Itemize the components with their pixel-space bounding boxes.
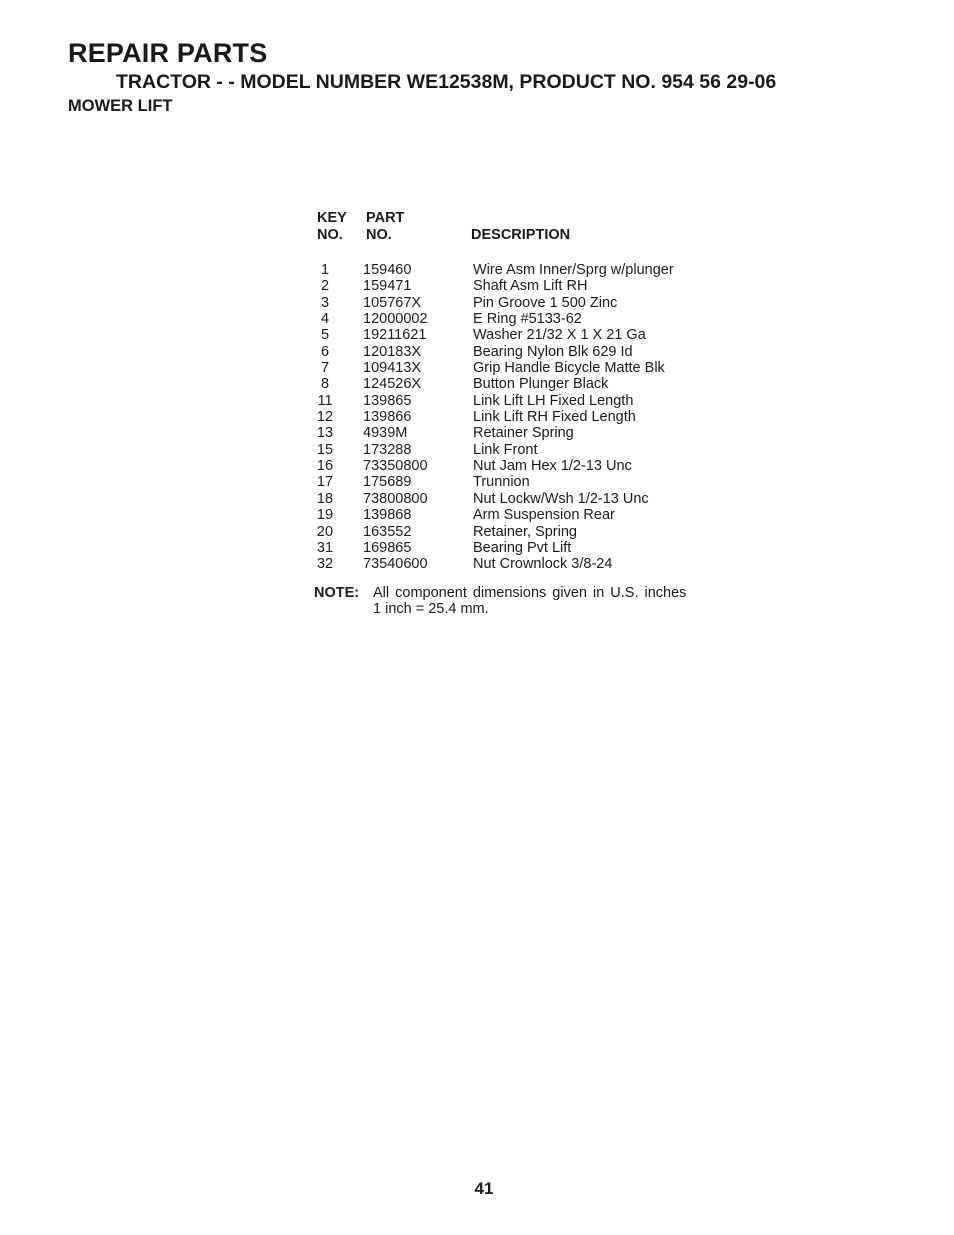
key-number: 6 xyxy=(320,343,330,360)
table-row xyxy=(310,295,730,311)
part-description: Bearing Nylon Blk 629 Id xyxy=(473,343,633,360)
table-row xyxy=(310,344,730,360)
part-description: Washer 21/32 X 1 X 21 Ga xyxy=(473,327,646,344)
key-number: 32 xyxy=(316,556,334,573)
table-row xyxy=(310,474,730,490)
note-line2: 1 inch = 25.4 mm. xyxy=(373,601,489,617)
part-description: Button Plunger Black xyxy=(473,376,609,393)
table-row xyxy=(310,524,730,540)
note xyxy=(314,585,687,617)
key-number: 11 xyxy=(317,392,333,409)
section-title: MOWER LIFT xyxy=(68,97,173,115)
part-description: Arm Suspension Rear xyxy=(473,507,615,524)
part-description: Pin Groove 1 500 Zinc xyxy=(473,294,618,311)
part-number: 73800800 xyxy=(363,490,428,507)
table-row xyxy=(310,409,730,425)
part-header-line1: PART xyxy=(366,210,405,226)
table-row xyxy=(310,327,730,343)
table-row xyxy=(310,393,730,409)
key-number: 8 xyxy=(320,376,330,393)
part-number: 173288 xyxy=(363,441,412,458)
part-number: 169865 xyxy=(363,539,412,556)
part-number: 12000002 xyxy=(363,311,428,328)
table-row xyxy=(310,540,730,556)
table-row xyxy=(310,262,730,278)
key-number: 12 xyxy=(316,409,334,426)
part-description: Nut Lockw/Wsh 1/2-13 Unc xyxy=(473,490,649,507)
key-number: 20 xyxy=(316,523,334,540)
key-header-line2: NO. xyxy=(317,227,343,243)
part-description: Grip Handle Bicycle Matte Blk xyxy=(473,360,665,377)
key-number: 19 xyxy=(316,507,334,524)
part-description: Retainer Spring xyxy=(473,425,574,442)
key-number: 3 xyxy=(320,294,330,311)
part-number: 139866 xyxy=(363,409,412,426)
table-row xyxy=(310,442,730,458)
key-number: 13 xyxy=(316,425,334,442)
parts-list xyxy=(310,262,730,573)
part-number: 159471 xyxy=(363,278,412,295)
key-number: 15 xyxy=(316,441,334,458)
table-row xyxy=(310,278,730,294)
table-row xyxy=(310,360,730,376)
part-number: 4939M xyxy=(363,425,408,442)
part-number: 139865 xyxy=(363,392,412,409)
key-number: 5 xyxy=(320,327,330,344)
part-number: 105767X xyxy=(363,294,422,311)
note-line1: All component dimensions given in U.S. inches xyxy=(373,585,687,601)
part-number: 124526X xyxy=(363,376,422,393)
key-number: 18 xyxy=(316,490,334,507)
part-description: E Ring #5133-62 xyxy=(473,311,582,328)
key-number: 1 xyxy=(320,262,330,278)
part-description: Link Front xyxy=(473,441,538,458)
part-description: Shaft Asm Lift RH xyxy=(473,278,588,295)
key-number: 7 xyxy=(320,360,330,377)
part-number: 159460 xyxy=(363,262,412,278)
part-number: 19211621 xyxy=(363,327,427,344)
part-number: 73350800 xyxy=(363,458,428,475)
part-number: 109413X xyxy=(363,360,422,377)
page-number: 41 xyxy=(474,1179,494,1198)
part-description: Link Lift LH Fixed Length xyxy=(473,392,634,409)
part-description: Trunnion xyxy=(473,474,530,491)
model-subtitle: TRACTOR - - MODEL NUMBER WE12538M, PRODUCT NO. 954 56 29-06 xyxy=(116,71,777,93)
part-description: Bearing Pvt Lift xyxy=(473,539,572,556)
table-row xyxy=(310,425,730,441)
part-description: Nut Crownlock 3/8-24 xyxy=(473,556,613,573)
part-number: 139868 xyxy=(363,507,412,524)
part-description: Link Lift RH Fixed Length xyxy=(473,409,636,426)
table-row xyxy=(310,458,730,474)
table-row xyxy=(310,507,730,523)
page-title: REPAIR PARTS xyxy=(68,38,268,68)
part-number: 175689 xyxy=(363,474,412,491)
key-number: 16 xyxy=(316,458,334,475)
table-row xyxy=(310,311,730,327)
key-header-line1: KEY xyxy=(317,210,347,226)
table-row xyxy=(310,556,730,572)
key-number: 4 xyxy=(320,311,330,328)
table-row xyxy=(310,491,730,507)
key-number: 2 xyxy=(320,278,330,295)
part-description: Nut Jam Hex 1/2-13 Unc xyxy=(473,458,632,475)
part-number: 73540600 xyxy=(363,556,428,573)
part-description: Wire Asm Inner/Sprg w/plunger xyxy=(473,262,674,278)
part-number: 163552 xyxy=(363,523,412,540)
key-number: 31 xyxy=(316,539,334,556)
key-number: 17 xyxy=(316,474,334,491)
part-number: 120183X xyxy=(363,343,422,360)
part-header-line2: NO. xyxy=(366,227,392,243)
note-label: NOTE: xyxy=(314,585,360,601)
description-header: DESCRIPTION xyxy=(471,227,571,243)
part-description: Retainer, Spring xyxy=(473,523,577,540)
table-row xyxy=(310,376,730,392)
